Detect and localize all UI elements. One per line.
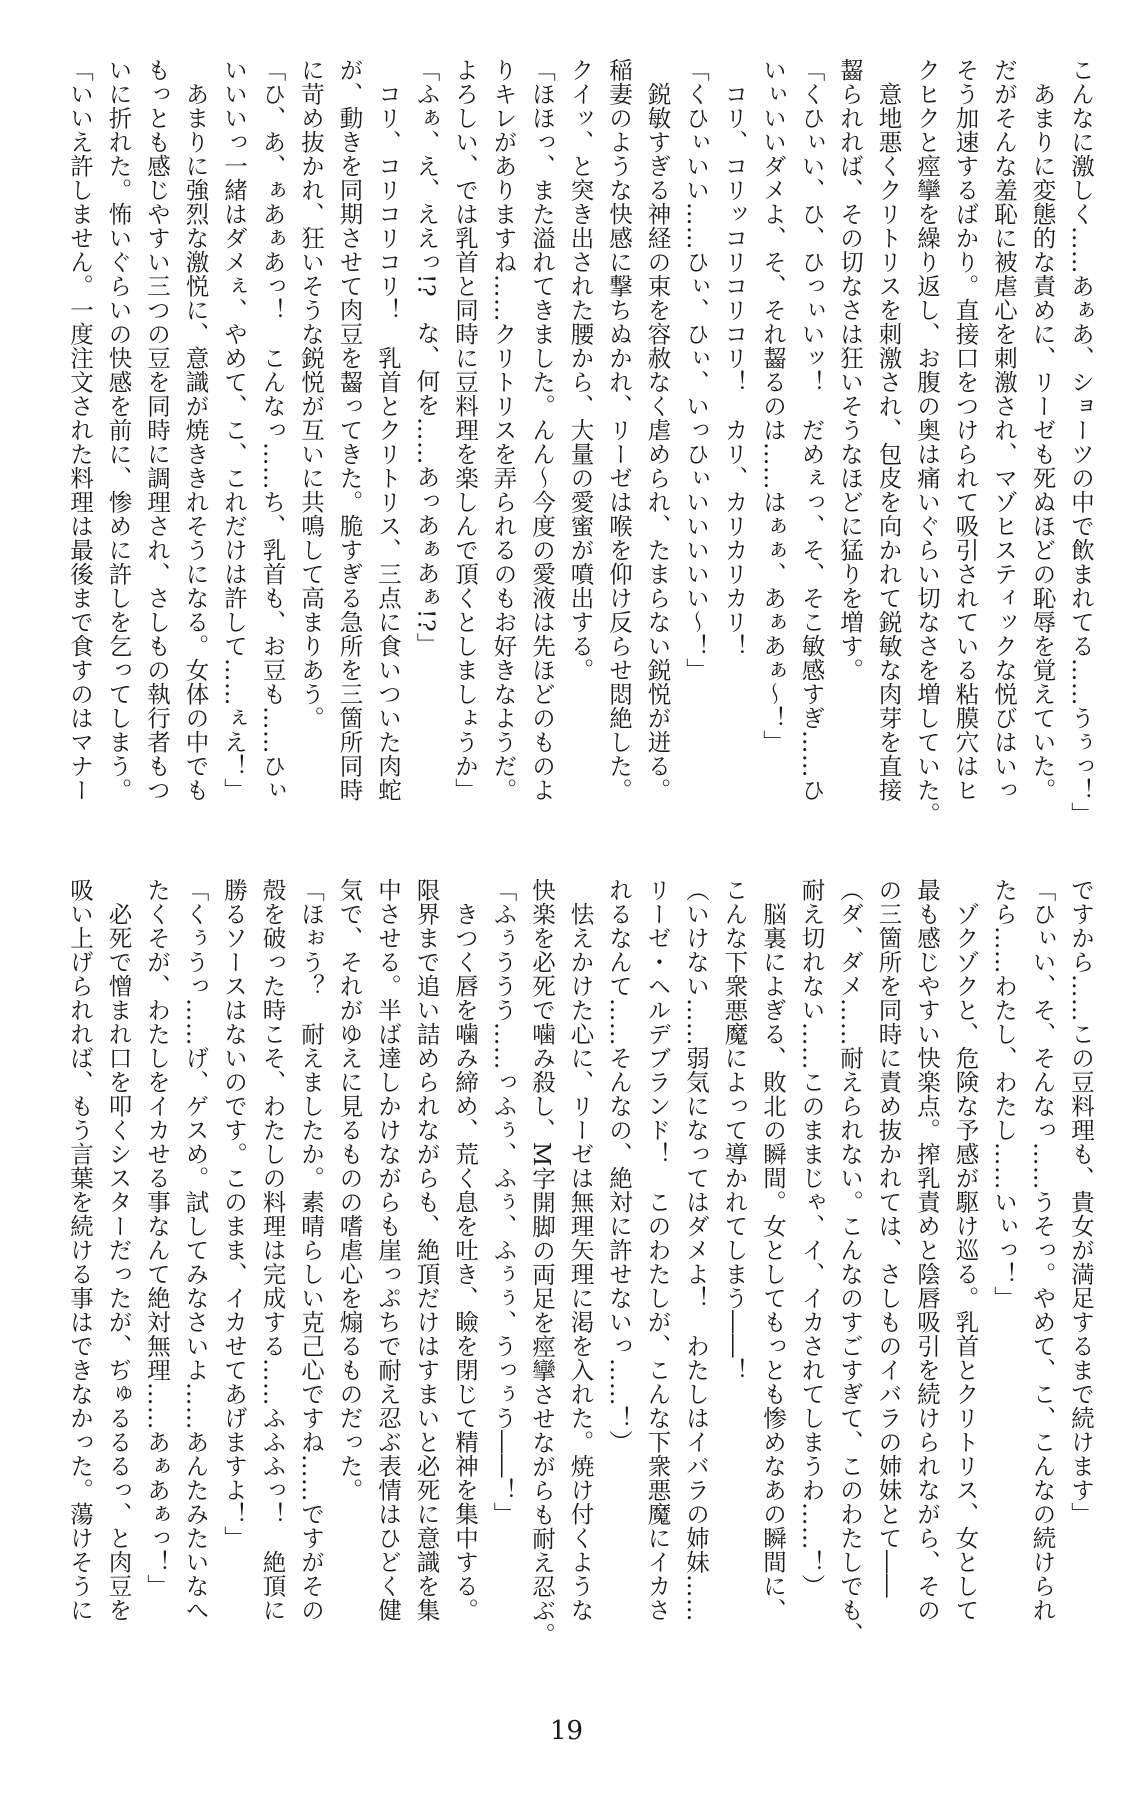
text-column: クイッ、と突き出された腰から、大量の愛蜜が噴出する。 [566, 58, 595, 682]
text-column: に苛め抜かれ、狂いそうな鋭悦が互いに共鳴して高まりあう。 [297, 58, 325, 730]
text-column: （ダ、ダメ……耐えられない。こんなのすごすぎて、このわたしでも、 [836, 878, 864, 1646]
text-column: 意地悪くクリトリスを刺激され、包皮を向かれて鋭敏な肉芽を直接 [874, 58, 903, 802]
text-column: 殻を破った時こそ、わたしの料理は完成する……ふふふっ！ 絶頂に [258, 878, 287, 1622]
text-column: 勝るソースはないのです。このまま、イカせてあげますよ！」 [220, 878, 248, 1550]
text-block-bottom [22, 878, 1100, 1668]
text-column: 「ひ、あ、ぁあぁあっ！ こんなっ……ち、乳首も、お豆も……ひぃ [258, 58, 287, 802]
text-column: 「くぅうっ……げ、ゲスめ。試してみなさいよ……あんたみたいなへ [181, 878, 210, 1622]
text-column: 脳裏によぎる、敗北の瞬間。女としてもっとも惨めなあの瞬間に、 [759, 878, 787, 1622]
text-column: 怯えかけた心に、リーゼは無理矢理に渇を入れた。焼け付くような [566, 878, 595, 1622]
text-column: あまりに強烈な激悦に、意識が焼ききれそうになる。女体の中でも [181, 58, 210, 802]
text-column: 「くひぃい、ひ、ひっぃいッ！ だめぇっ、そ、そこ敏感すぎ……ひ [797, 58, 826, 802]
text-column: 「ふぅううう……っふぅ、ふぅ、ふぅぅ、うっぅう――！」 [489, 878, 518, 1526]
text-column: そう加速するばかり。直接口をつけられて吸引されている粘膜穴はヒ [951, 58, 980, 802]
text-column: こんなに激しく……あぁあ、ショーツの中で飲まれてる……うぅっ！」 [1067, 58, 1095, 826]
text-column: （いけない……弱気になってはダメよ！ わたしはイバラの姉妹…… [682, 878, 710, 1622]
text-column: よろしい、では乳首と同時に豆料理を楽しんで頂くとしましょうか」 [451, 58, 479, 802]
text-column: 快楽を必死で噛み殺し、M字開脚の両足を痙攣させながらも耐え忍ぶ。 [528, 878, 556, 1647]
text-column: いぃいいダメよ、そ、それ齧るのは……はぁぁ、あぁあぁ～！」 [759, 58, 787, 754]
text-column: こんな下衆悪魔によって導かれてしまう――！ [720, 878, 749, 1382]
text-column: 鋭敏すぎる神経の束を容赦なく虐められ、たまらない鋭悦が迸る。 [643, 58, 672, 802]
text-column: コリ、コリッコリコリコリ！ カリ、カリカリカリ！ [720, 58, 749, 658]
text-column: いいいっ一緒はダメぇ、やめて、こ、これだけは許して……ぇえ！」 [220, 58, 248, 802]
text-column: ですから……この豆料理も、貴女が満足するまで続けます」 [1067, 878, 1095, 1526]
text-column: クヒクと痙攣を繰り返し、お腹の奥は痛いぐらい切なさを増していた。 [913, 58, 941, 826]
text-column: リーゼ・ヘルデブランド！ このわたしが、こんな下衆悪魔にイカさ [643, 878, 672, 1622]
text-column: 最も感じやすい快楽点。搾乳責めと陰唇吸引を続けられながら、その [913, 878, 941, 1622]
page-number: 19 [549, 1716, 584, 1746]
text-column: 耐え切れない……このままじゃ、イ、イカされてしまうわ……！） [797, 878, 826, 1598]
text-column: 吸い上げられれば、もう言葉を続ける事はできなかった。蕩けそうに [66, 878, 94, 1622]
text-column: 気で、それがゆえに見るものの嗜虐心を煽るものだった。 [335, 878, 364, 1502]
text-column: コリ、コリコリコリ！ 乳首とクリトリス、三点に食いついた肉蛇 [374, 58, 402, 802]
text-column: りキレがありますね……クリトリスを弄られるのもお好きなようだ。 [489, 58, 518, 802]
text-column: の三箇所を同時に責め抜かれては、さしものイバラの姉妹とて―― [874, 878, 903, 1598]
text-column: が、動きを同期させて肉豆を齧ってきた。脆すぎる急所を三箇所同時 [335, 58, 364, 802]
text-column: 限界まで追い詰められながらも、絶頂だけはすまいと必死に意識を集 [412, 878, 441, 1622]
text-column: たら……わたし、わたし……いぃっ！」 [990, 878, 1018, 1310]
text-column: たくそが、わたしをイカせる事なんて絶対無理……あぁあぁっ！」 [143, 878, 171, 1598]
text-column: 「くひぃいい……ひぃ、ひぃ、いっひぃいいいいい～！」 [682, 58, 710, 682]
text-column: 「ふぁ、え、ええっ!? な、何を……あっあぁあぁ!?」 [412, 58, 441, 657]
text-column: だがそんな羞恥に被虐心を刺激され、マゾヒスティックな悦びはいっ [990, 58, 1018, 802]
text-column: 「ほぉう？ 耐えましたか。素晴らしい克己心ですね……ですがその [297, 878, 325, 1622]
text-column: 「ほほっ、また溢れてきました。んん～今度の愛液は先ほどのものよ [528, 58, 556, 802]
text-column: もっとも感じやすい三つの豆を同時に調理され、さしもの執行者もつ [143, 58, 171, 802]
text-column: ゾクゾクと、危険な予感が駆け巡る。乳首とクリトリス、女として [951, 878, 980, 1622]
text-column: れるなんて……そんなの、絶対に許せないっ……！） [605, 878, 633, 1454]
text-column: 「いいえ許しません。一度注文された料理は最後まで食すのはマナー [66, 58, 94, 802]
text-column: 必死で憎まれ口を叩くシスターだったが、ぢゅるるるっ、と肉豆を [104, 878, 133, 1622]
text-column: 「ひぃい、そ、そんなっ……うそっ。やめて、こ、こんなの続けられ [1028, 878, 1057, 1622]
text-column: 稲妻のような快感に撃ちぬかれ、リーゼは喉を仰け反らせ悶絶した。 [605, 58, 633, 802]
text-column: 齧られれば、その切なさは狂いそうなほどに猛りを増す。 [836, 58, 864, 682]
text-block-top [22, 58, 1100, 848]
text-column: 中させる。半ば達しかけながらも崖っぷちで耐え忍ぶ表情はひどく健 [374, 878, 402, 1622]
text-column: きつく唇を噛み締め、荒く息を吐き、瞼を閉じて精神を集中する。 [451, 878, 479, 1622]
text-column: いに折れた。怖いぐらいの快感を前に、惨めに許しを乞ってしまう。 [104, 58, 133, 802]
text-column: あまりに変態的な責めに、リーゼも死ぬほどの恥辱を覚えていた。 [1028, 58, 1057, 802]
